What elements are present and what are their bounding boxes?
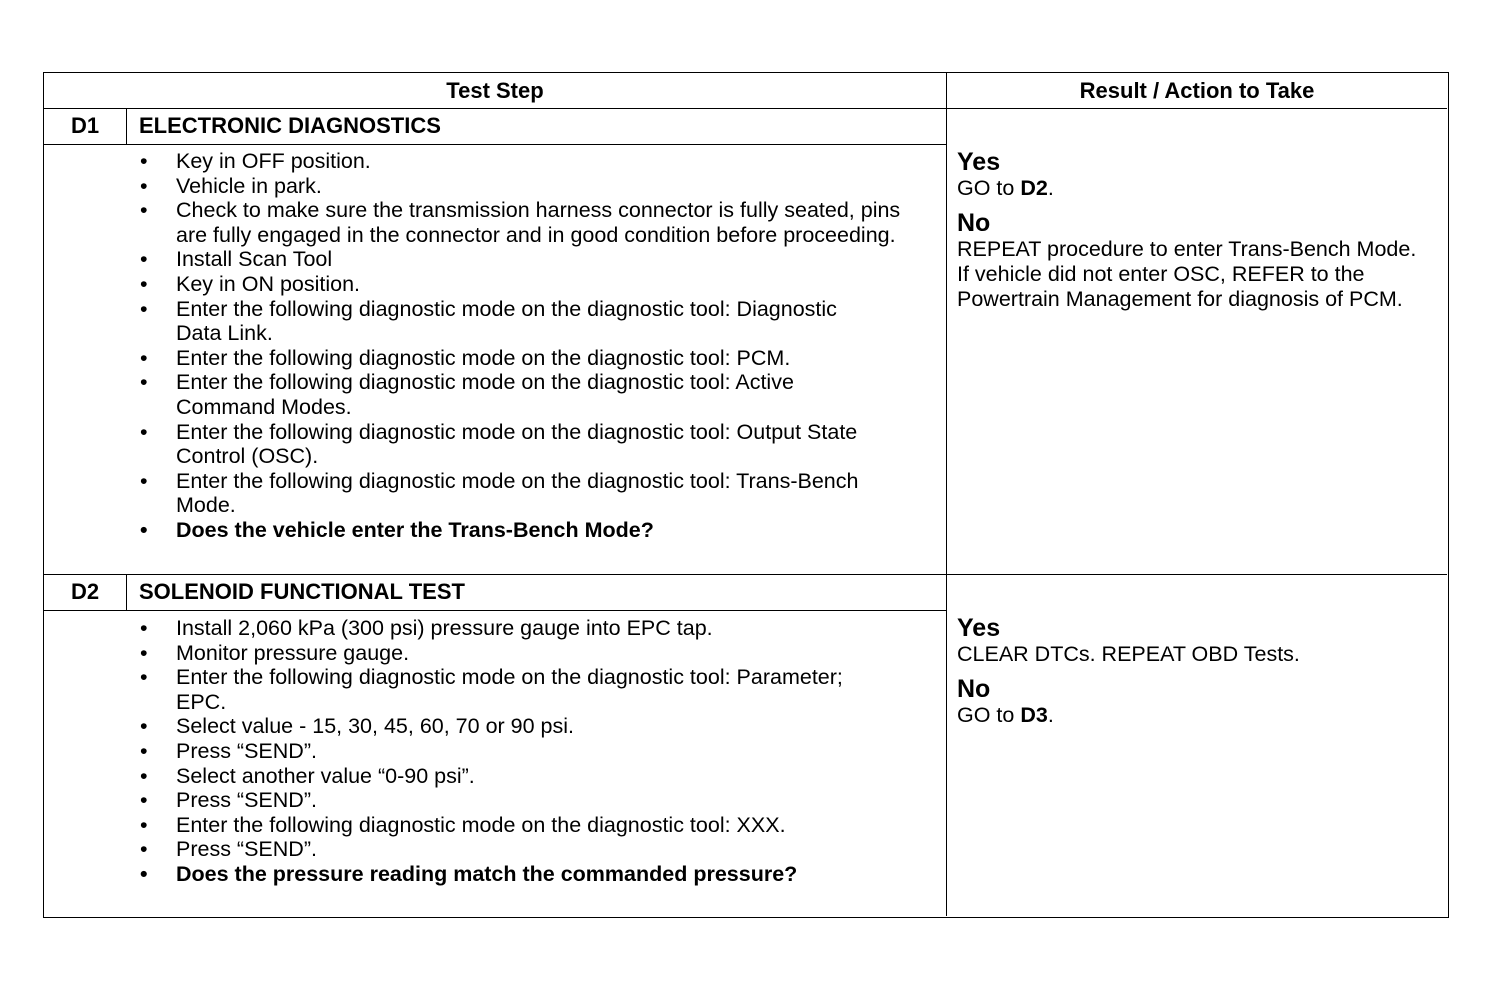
d2-no-ref: D3 — [1020, 703, 1048, 727]
diagnostic-table — [43, 72, 1449, 918]
d1-yes-label: Yes — [957, 148, 1001, 176]
d2-step-list — [134, 616, 934, 887]
list-item: • Enter the following diagnostic mode on the diagnostic tool: Diagnostic Data Link. — [134, 297, 876, 346]
list-item: • Enter the following diagnostic mode on the diagnostic tool: XXX. — [134, 813, 934, 838]
list-item: • Enter the following diagnostic mode on the diagnostic tool: Output State Control (OSC). — [134, 420, 876, 469]
d1-yes-action: GO to D2. — [957, 176, 1054, 200]
d2-no-label: No — [957, 675, 991, 703]
d1-no-action: REPEAT procedure to enter Trans-Bench Mode. If vehicle did not enter OSC, REFER to the Powertrain Management for diagnosis of PCM. — [957, 237, 1417, 311]
d1-result — [957, 148, 1437, 320]
list-item: • Vehicle in park. — [134, 174, 934, 199]
list-item: • Enter the following diagnostic mode on the diagnostic tool: Trans-Bench Mode. — [134, 469, 876, 518]
list-item: • Press “SEND”. — [134, 739, 934, 764]
list-item: • Enter the following diagnostic mode on the diagnostic tool: Active Command Modes. — [134, 370, 876, 419]
d1-title-underline — [44, 144, 946, 145]
step-id-d1: D1 — [70, 113, 100, 138]
list-item: • Enter the following diagnostic mode on the diagnostic tool: Parameter; EPC. — [134, 665, 876, 714]
list-item: • Install 2,060 kPa (300 psi) pressure gauge into EPC tap. — [134, 616, 934, 641]
d1-id-divider — [126, 108, 127, 144]
step-title-d1: ELECTRONIC DIAGNOSTICS — [139, 113, 441, 138]
d2-no-action: GO to D3. — [957, 703, 1054, 727]
list-item: • Monitor pressure gauge. — [134, 641, 934, 666]
d1-yes-ref: D2 — [1020, 176, 1048, 200]
list-item: • Select another value “0-90 psi”. — [134, 764, 934, 789]
d2-question: • Does the pressure reading match the commanded pressure? — [134, 862, 836, 887]
d2-id-divider — [126, 574, 127, 610]
d2-yes-action: CLEAR DTCs. REPEAT OBD Tests. — [957, 642, 1300, 666]
step-title-d2: SOLENOID FUNCTIONAL TEST — [139, 579, 465, 604]
list-item: • Install Scan Tool — [134, 247, 934, 272]
list-item: • Check to make sure the transmission harness connector is fully seated, pins are fully engaged in the connector and in good condition before proceeding. — [134, 198, 906, 247]
header-test-step: Test Step — [446, 78, 544, 103]
d1-no-label: No — [957, 209, 991, 237]
step-id-d2: D2 — [70, 579, 100, 604]
d1-question: • Does the vehicle enter the Trans-Bench Mode? — [134, 518, 934, 543]
list-item: • Select value - 15, 30, 45, 60, 70 or 90 psi. — [134, 714, 934, 739]
d1-step-list — [134, 149, 934, 543]
d2-title-underline — [44, 610, 946, 611]
list-item: • Key in OFF position. — [134, 149, 934, 174]
list-item: • Key in ON position. — [134, 272, 934, 297]
column-divider — [946, 73, 947, 916]
list-item: • Press “SEND”. — [134, 788, 934, 813]
list-item: • Enter the following diagnostic mode on the diagnostic tool: PCM. — [134, 346, 934, 371]
header-result-action: Result / Action to Take — [1079, 78, 1315, 103]
d2-yes-label: Yes — [957, 614, 1001, 642]
d2-result — [957, 614, 1437, 736]
list-item: • Press “SEND”. — [134, 837, 934, 862]
